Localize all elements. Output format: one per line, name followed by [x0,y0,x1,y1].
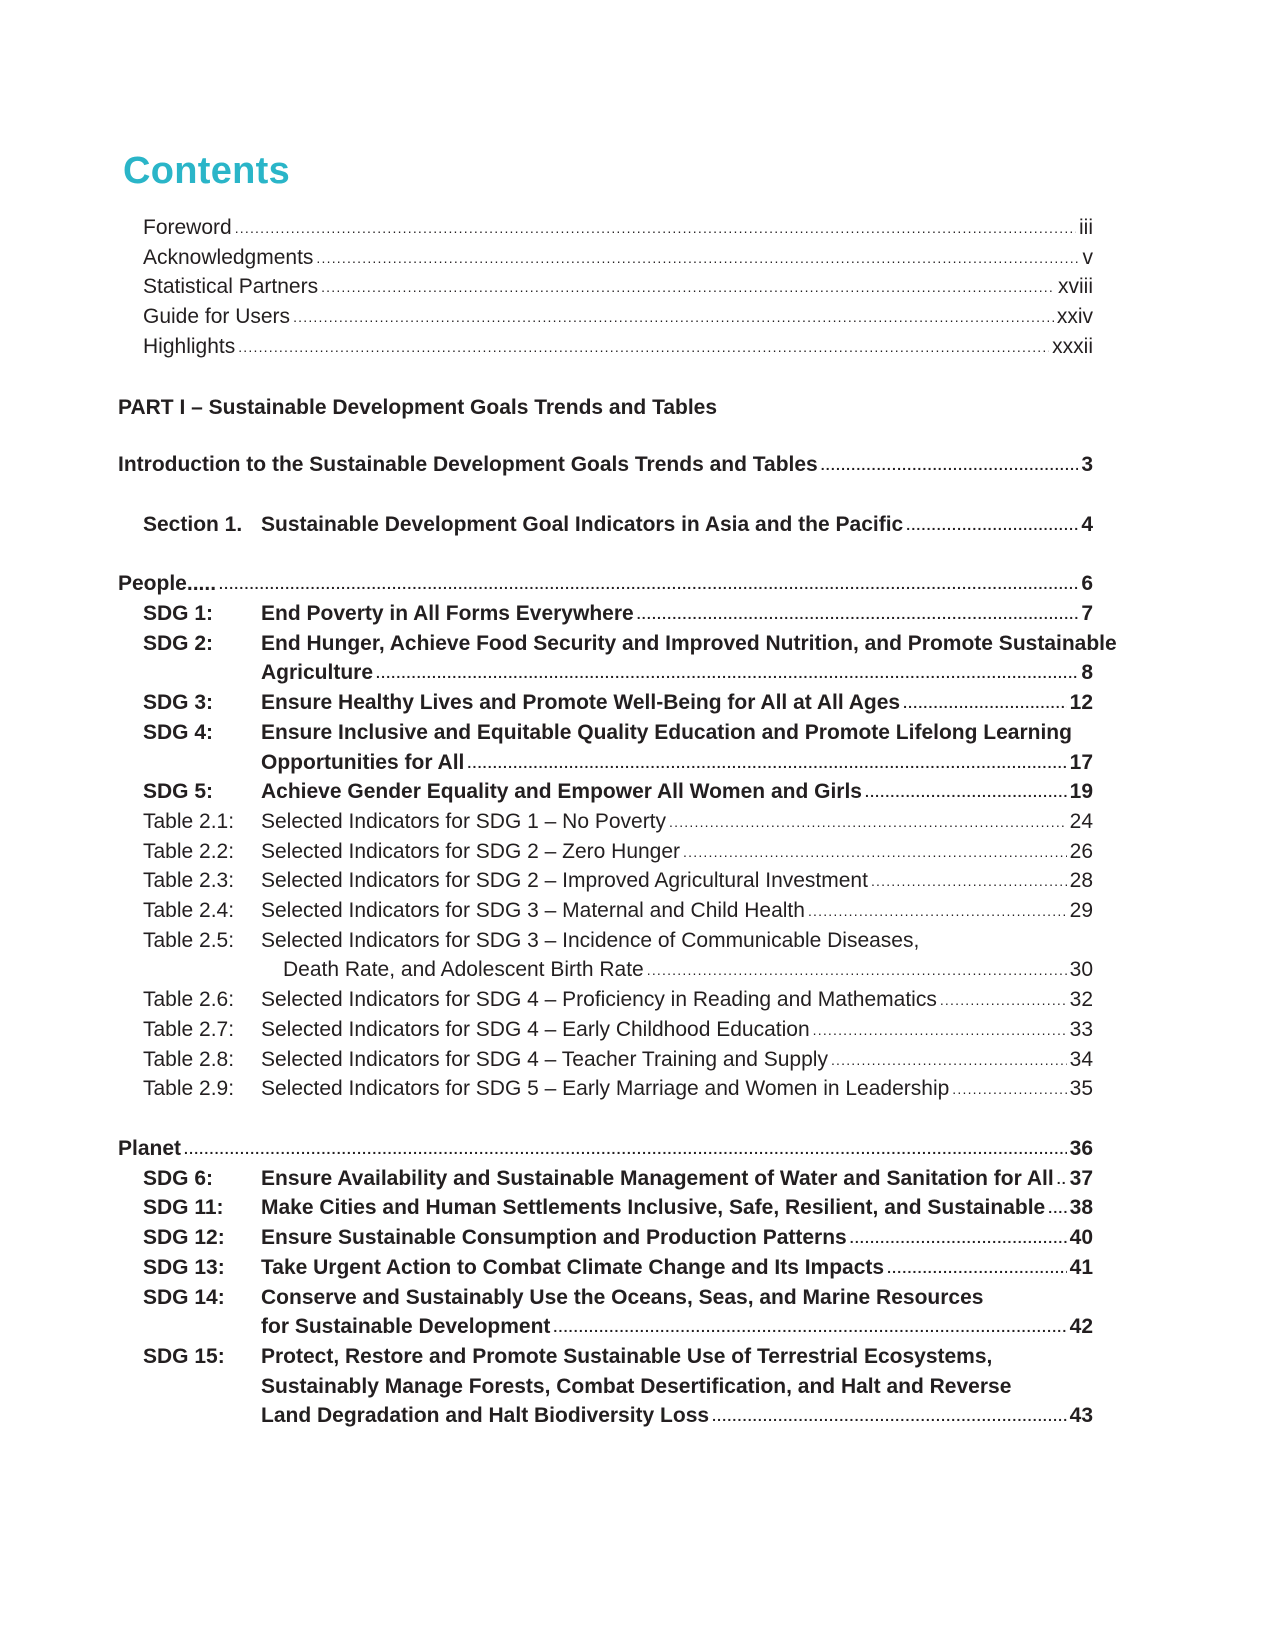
dot-leader [821,457,1079,473]
toc-entry-label: Guide for Users [143,305,291,328]
toc-entry-label: People..... [118,572,217,595]
toc-page-number: 3 [1081,453,1093,476]
dot-leader [683,844,1067,860]
toc-entry-label: Selected Indicators for SDG 4 – Early Childhood Education [261,1018,810,1041]
toc-page-number: iii [1079,216,1093,239]
toc-entry-sdg-15[interactable] [261,1404,1093,1434]
toc-entry-table-2-2[interactable] [261,840,1093,870]
toc-entry-planet[interactable] [118,1137,1093,1167]
toc-page-number: 6 [1081,572,1093,595]
toc-page-number: 19 [1069,780,1093,803]
toc-entry-label: Selected Indicators for SDG 4 – Teacher Training and Supply [261,1048,828,1071]
toc-entry-guide-for-users[interactable] [143,305,1093,335]
toc-entry-label: Selected Indicators for SDG 3 – Maternal and Child Health [261,899,805,922]
dot-leader [906,517,1078,533]
dot-leader [887,1260,1067,1276]
dot-leader [376,665,1078,681]
toc-entry-label: Agriculture [261,661,374,684]
dot-leader [669,814,1067,830]
toc-entry-section-1[interactable] [261,513,1093,543]
toc-entry-label: Planet [118,1137,182,1160]
toc-entry-label: Selected Indicators for SDG 5 – Early Marriage and Women in Leadership [261,1077,950,1100]
toc-entry-table-2-1[interactable] [261,810,1093,840]
toc-entry-label: Ensure Healthy Lives and Promote Well-Being for All at All Ages [261,691,901,714]
toc-page-number: 40 [1069,1226,1093,1249]
toc-entry-label: Statistical Partners [143,275,319,298]
toc-page-number: 33 [1069,1018,1093,1041]
toc-entry-label: Opportunities for All [261,751,465,774]
dot-leader [940,992,1067,1008]
toc-entry-prefix: SDG 6: [143,1167,214,1190]
toc-entry-table-2-6[interactable] [261,988,1093,1018]
toc-entry-label: Ensure Availability and Sustainable Management of Water and Sanitation for All [261,1167,1054,1190]
toc-page-number: xxxii [1052,335,1093,358]
dot-leader [903,695,1067,711]
toc-entry-prefix: Table 2.1: [143,810,235,833]
toc-page-number: xxiv [1056,305,1093,328]
toc-entry-prefix: Section 1. [143,513,243,536]
toc-entry-sdg-14[interactable] [261,1315,1093,1345]
dot-leader [219,576,1078,592]
dot-leader [1057,1171,1067,1187]
toc-entry-label: Sustainable Development Goal Indicators in Asia and the Pacific [261,513,904,536]
toc-entry-prefix: SDG 2: [143,632,214,655]
toc-page-number: 37 [1069,1167,1093,1190]
toc-entry-highlights[interactable] [143,335,1093,365]
toc-page-number: 12 [1069,691,1093,714]
dot-leader [865,784,1067,800]
toc-entry-prefix: SDG 5: [143,780,214,803]
dot-leader [871,873,1067,889]
toc-entry-introduction[interactable] [118,453,1093,483]
toc-entry-prefix: SDG 12: [143,1226,225,1249]
toc-entry-foreword[interactable] [143,216,1093,246]
toc-entry-table-2-8[interactable] [261,1048,1093,1078]
toc-entry-label: Foreword [143,216,232,239]
dot-leader [553,1319,1066,1335]
toc-page-number: 17 [1069,751,1093,774]
toc-page-number: 32 [1069,988,1093,1011]
part-heading: PART I – Sustainable Development Goals Trends and Tables [118,396,718,419]
toc-entry-label: Death Rate, and Adolescent Birth Rate [283,958,644,981]
toc-entry-sdg-6[interactable] [261,1167,1093,1197]
toc-entry-sdg-13[interactable] [261,1256,1093,1286]
toc-entry-prefix: SDG 15: [143,1345,225,1368]
toc-entry-label-line[interactable]: Sustainably Manage Forests, Combat Desertification, and Halt and Reverse [261,1375,1012,1398]
toc-entry-table-2-3[interactable] [261,869,1093,899]
dot-leader [467,755,1066,771]
toc-entry-prefix: Table 2.2: [143,840,235,863]
toc-entry-label: Introduction to the Sustainable Development Goals Trends and Tables [118,453,818,476]
toc-entry-sdg-1[interactable] [261,602,1093,632]
toc-page-number: 24 [1069,810,1093,833]
toc-entry-label-line[interactable]: Ensure Inclusive and Equitable Quality Education and Promote Lifelong Learning [261,721,1072,744]
toc-entry-table-2-4[interactable] [261,899,1093,929]
toc-entry-prefix: Table 2.9: [143,1077,235,1100]
dot-leader [813,1022,1067,1038]
toc-entry-statistical-partners[interactable] [143,275,1093,305]
dot-leader [637,606,1079,622]
toc-entry-sdg-3[interactable] [261,691,1093,721]
dot-leader [184,1141,1067,1157]
toc-entry-prefix: Table 2.3: [143,869,235,892]
toc-entry-table-2-7[interactable] [261,1018,1093,1048]
toc-entry-prefix: SDG 3: [143,691,214,714]
page-title: Contents [123,150,291,192]
toc-entry-label: for Sustainable Development [261,1315,551,1338]
dot-leader [952,1081,1066,1097]
toc-entry-sdg-2[interactable] [261,661,1093,691]
toc-entry-acknowledgments[interactable] [143,246,1093,276]
toc-page-number: 41 [1069,1256,1093,1279]
toc-page-number: 35 [1069,1077,1093,1100]
toc-page-number: xviii [1058,275,1093,298]
toc-page-number: 42 [1069,1315,1093,1338]
dot-leader [293,309,1054,325]
toc-entry-label: Selected Indicators for SDG 2 – Zero Hunger [261,840,681,863]
toc-entry-label: Make Cities and Human Settlements Inclusive, Safe, Resilient, and Sustainable [261,1196,1046,1219]
toc-entry-prefix: Table 2.4: [143,899,235,922]
dot-leader [321,279,1055,295]
toc-entry-prefix: SDG 1: [143,602,214,625]
toc-page-number: 4 [1081,513,1093,536]
dot-leader [1048,1200,1066,1216]
toc-entry-prefix: SDG 13: [143,1256,225,1279]
toc-entry-label: Achieve Gender Equality and Empower All Women and Girls [261,780,862,803]
toc-entry-table-2-5[interactable] [283,958,1093,988]
toc-entry-label: Ensure Sustainable Consumption and Production Patterns [261,1226,847,1249]
toc-page-number: 38 [1069,1196,1093,1219]
toc-entry-label: Selected Indicators for SDG 1 – No Poverty [261,810,667,833]
toc-page-number: 28 [1069,869,1093,892]
toc-page-number: 43 [1069,1404,1093,1427]
toc-entry-prefix: SDG 11: [143,1196,224,1219]
toc-entry-label: Highlights [143,335,236,358]
toc-entry-label: Land Degradation and Halt Biodiversity Loss [261,1404,710,1427]
toc-page-number: 26 [1069,840,1093,863]
dot-leader [850,1230,1067,1246]
toc-page-number: 34 [1069,1048,1093,1071]
dot-leader [712,1408,1067,1424]
toc-entry-prefix: Table 2.5: [143,929,235,952]
toc-entry-label: Selected Indicators for SDG 2 – Improved Agricultural Investment [261,869,868,892]
toc-page-number: 30 [1069,958,1093,981]
toc-entry-table-2-9[interactable] [261,1077,1093,1107]
toc-entry-label-line[interactable]: Protect, Restore and Promote Sustainable Use of Terrestrial Ecosystems, [261,1345,993,1368]
toc-entry-prefix: SDG 14: [143,1286,225,1309]
toc-entry-label: Selected Indicators for SDG 4 – Proficiency in Reading and Mathematics [261,988,937,1011]
toc-entry-sdg-5[interactable] [261,780,1093,810]
toc-entry-label: Acknowledgments [143,246,314,269]
dot-leader [238,339,1049,355]
toc-entry-label: End Poverty in All Forms Everywhere [261,602,634,625]
toc-entry-prefix: Table 2.8: [143,1048,235,1071]
toc-entry-people[interactable] [118,572,1093,602]
toc-entry-sdg-12[interactable] [261,1226,1093,1256]
toc-entry-label-line[interactable]: Conserve and Sustainably Use the Oceans, Seas, and Marine Resources [261,1286,984,1309]
toc-entry-sdg-11[interactable] [261,1196,1093,1226]
dot-leader [316,250,1079,266]
toc-entry-label-line[interactable]: Selected Indicators for SDG 3 – Incidence of Communicable Diseases, [261,929,920,952]
toc-entry-sdg-4[interactable] [261,751,1093,781]
toc-page-number: 36 [1069,1137,1093,1160]
toc-entry-prefix: Table 2.7: [143,1018,235,1041]
dot-leader [647,962,1067,978]
toc-entry-label: Take Urgent Action to Combat Climate Change and Its Impacts [261,1256,885,1279]
toc-entry-prefix: SDG 4: [143,721,214,744]
toc-entry-prefix: Table 2.6: [143,988,235,1011]
dot-leader [831,1052,1067,1068]
toc-page-number: 8 [1081,661,1093,684]
toc-entry-label-line[interactable]: End Hunger, Achieve Food Security and Improved Nutrition, and Promote Sustainable [261,632,1117,655]
toc-page-number: v [1082,246,1093,269]
toc-page-number: 7 [1081,602,1093,625]
toc-page-number: 29 [1069,899,1093,922]
dot-leader [808,903,1067,919]
dot-leader [235,220,1076,236]
